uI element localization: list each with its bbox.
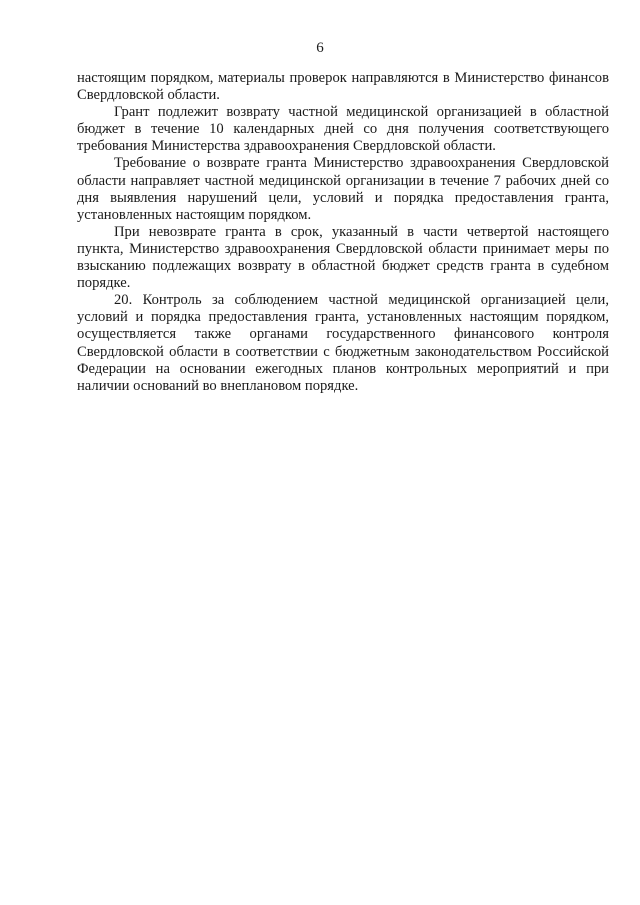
paragraph-item-20: 20. Контроль за соблюдением частной медицинской организацией цели, условий и порядка предоставления гранта, установленных настоящим порядком, осуществляется также органами государственного финансового контроля Свердловской области в соответствии с бюджетным законодательством Российской Федерации на основании ежегодных планов контрольных мероприятий и при наличии оснований во внеплановом порядке. [77,292,609,394]
paragraph-continuation: настоящим порядком, материалы проверок направляются в Министерство финансов Свердловской области. [77,70,609,104]
paragraph-non-return: При невозврате гранта в срок, указанный в части четвертой настоящего пункта, Министерство здравоохранения Свердловской области принимает меры по взысканию подлежащих возврату в областной бюджет средств гранта в судебном порядке. [77,223,609,292]
paragraph-grant-return: Грант подлежит возврату частной медицинской организацией в областной бюджет в течение 10 календарных дней со дня получения соответствующего требования Министерства здравоохранения Свердловской области. [77,104,609,155]
document-body [77,70,609,395]
page-number: 6 [316,40,324,56]
paragraph-return-demand: Требование о возврате гранта Министерство здравоохранения Свердловской области направляет частной медицинской организации в течение 7 рабочих дней со дня выявления нарушений цели, условий и порядка предоставления гранта, установленных настоящим порядком. [77,155,609,223]
